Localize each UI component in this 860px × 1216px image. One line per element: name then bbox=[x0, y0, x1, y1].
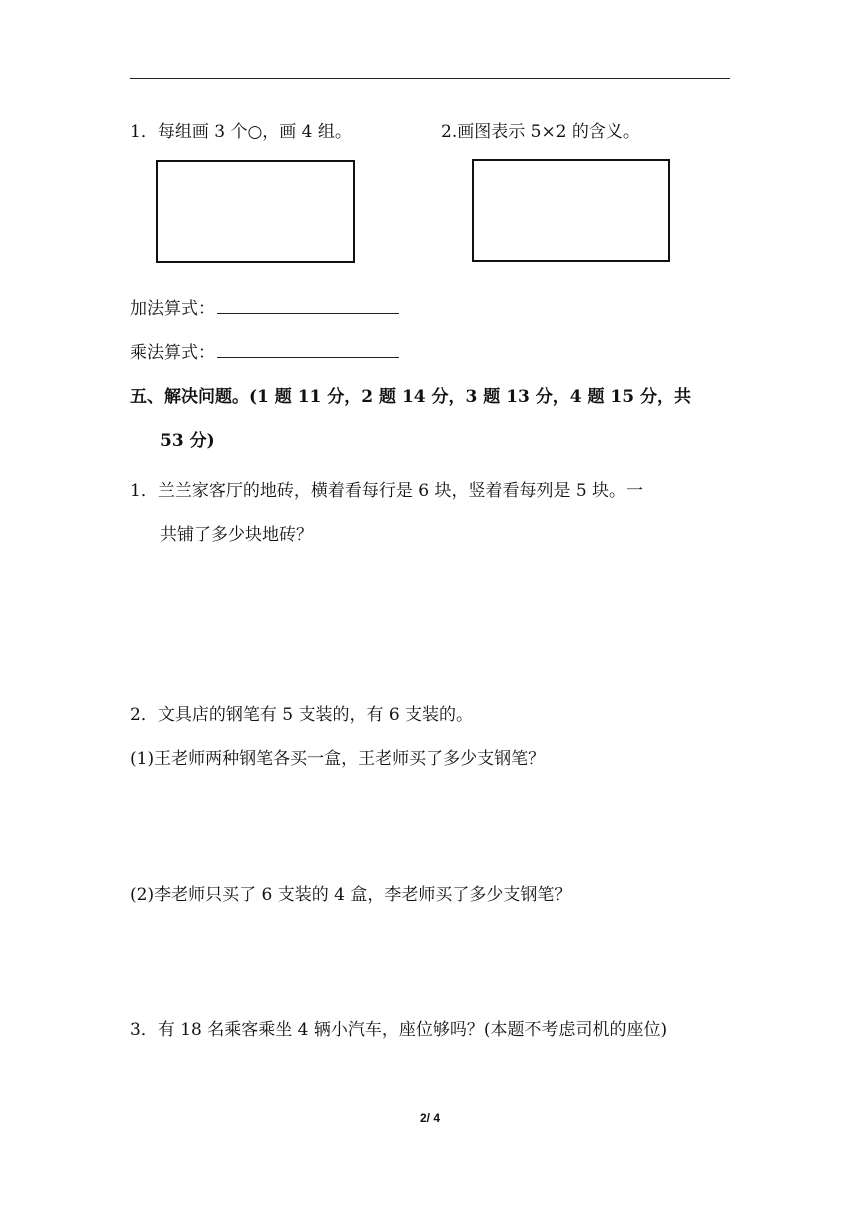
section-five-heading: 五、解决问题。(1 题 11 分，2 题 14 分，3 题 13 分，4 题 15 分，共 bbox=[130, 387, 692, 407]
multiplication-answer-blank bbox=[217, 341, 399, 358]
header-rule bbox=[130, 78, 730, 79]
addition-formula-label: 加法算式： bbox=[130, 299, 215, 319]
drawing-box-5x2 bbox=[472, 159, 670, 262]
page-number: 2/ 4 bbox=[419, 1111, 440, 1125]
section-five-heading-cont: 53 分) bbox=[160, 431, 215, 451]
problem-1-text-cont: 共铺了多少块地砖？ bbox=[160, 525, 313, 545]
addition-answer-blank bbox=[217, 297, 399, 314]
question-draw-circles: 1．每组画 3 个○，画 4 组。 bbox=[130, 122, 352, 142]
multiplication-formula-label: 乘法算式： bbox=[130, 343, 215, 363]
problem-2-intro: 2．文具店的钢笔有 5 支装的，有 6 支装的。 bbox=[130, 705, 474, 725]
drawing-box-circles bbox=[156, 160, 355, 263]
addition-formula-line bbox=[130, 297, 399, 321]
problem-1-text: 1．兰兰家客厅的地砖，横着看每行是 6 块，竖着看每列是 5 块。一 bbox=[130, 481, 644, 501]
question-draw-5x2: 2.画图表示 5×2 的含义。 bbox=[441, 122, 640, 142]
problem-2-sub-1: (1)王老师两种钢笔各买一盒，王老师买了多少支钢笔？ bbox=[130, 749, 546, 769]
problem-3-text: 3．有 18 名乘客乘坐 4 辆小汽车，座位够吗？(本题不考虑司机的座位) bbox=[130, 1020, 668, 1040]
multiplication-formula-line bbox=[130, 341, 399, 365]
problem-2-sub-2: (2)李老师只买了 6 支装的 4 盒，李老师买了多少支钢笔？ bbox=[130, 885, 572, 905]
